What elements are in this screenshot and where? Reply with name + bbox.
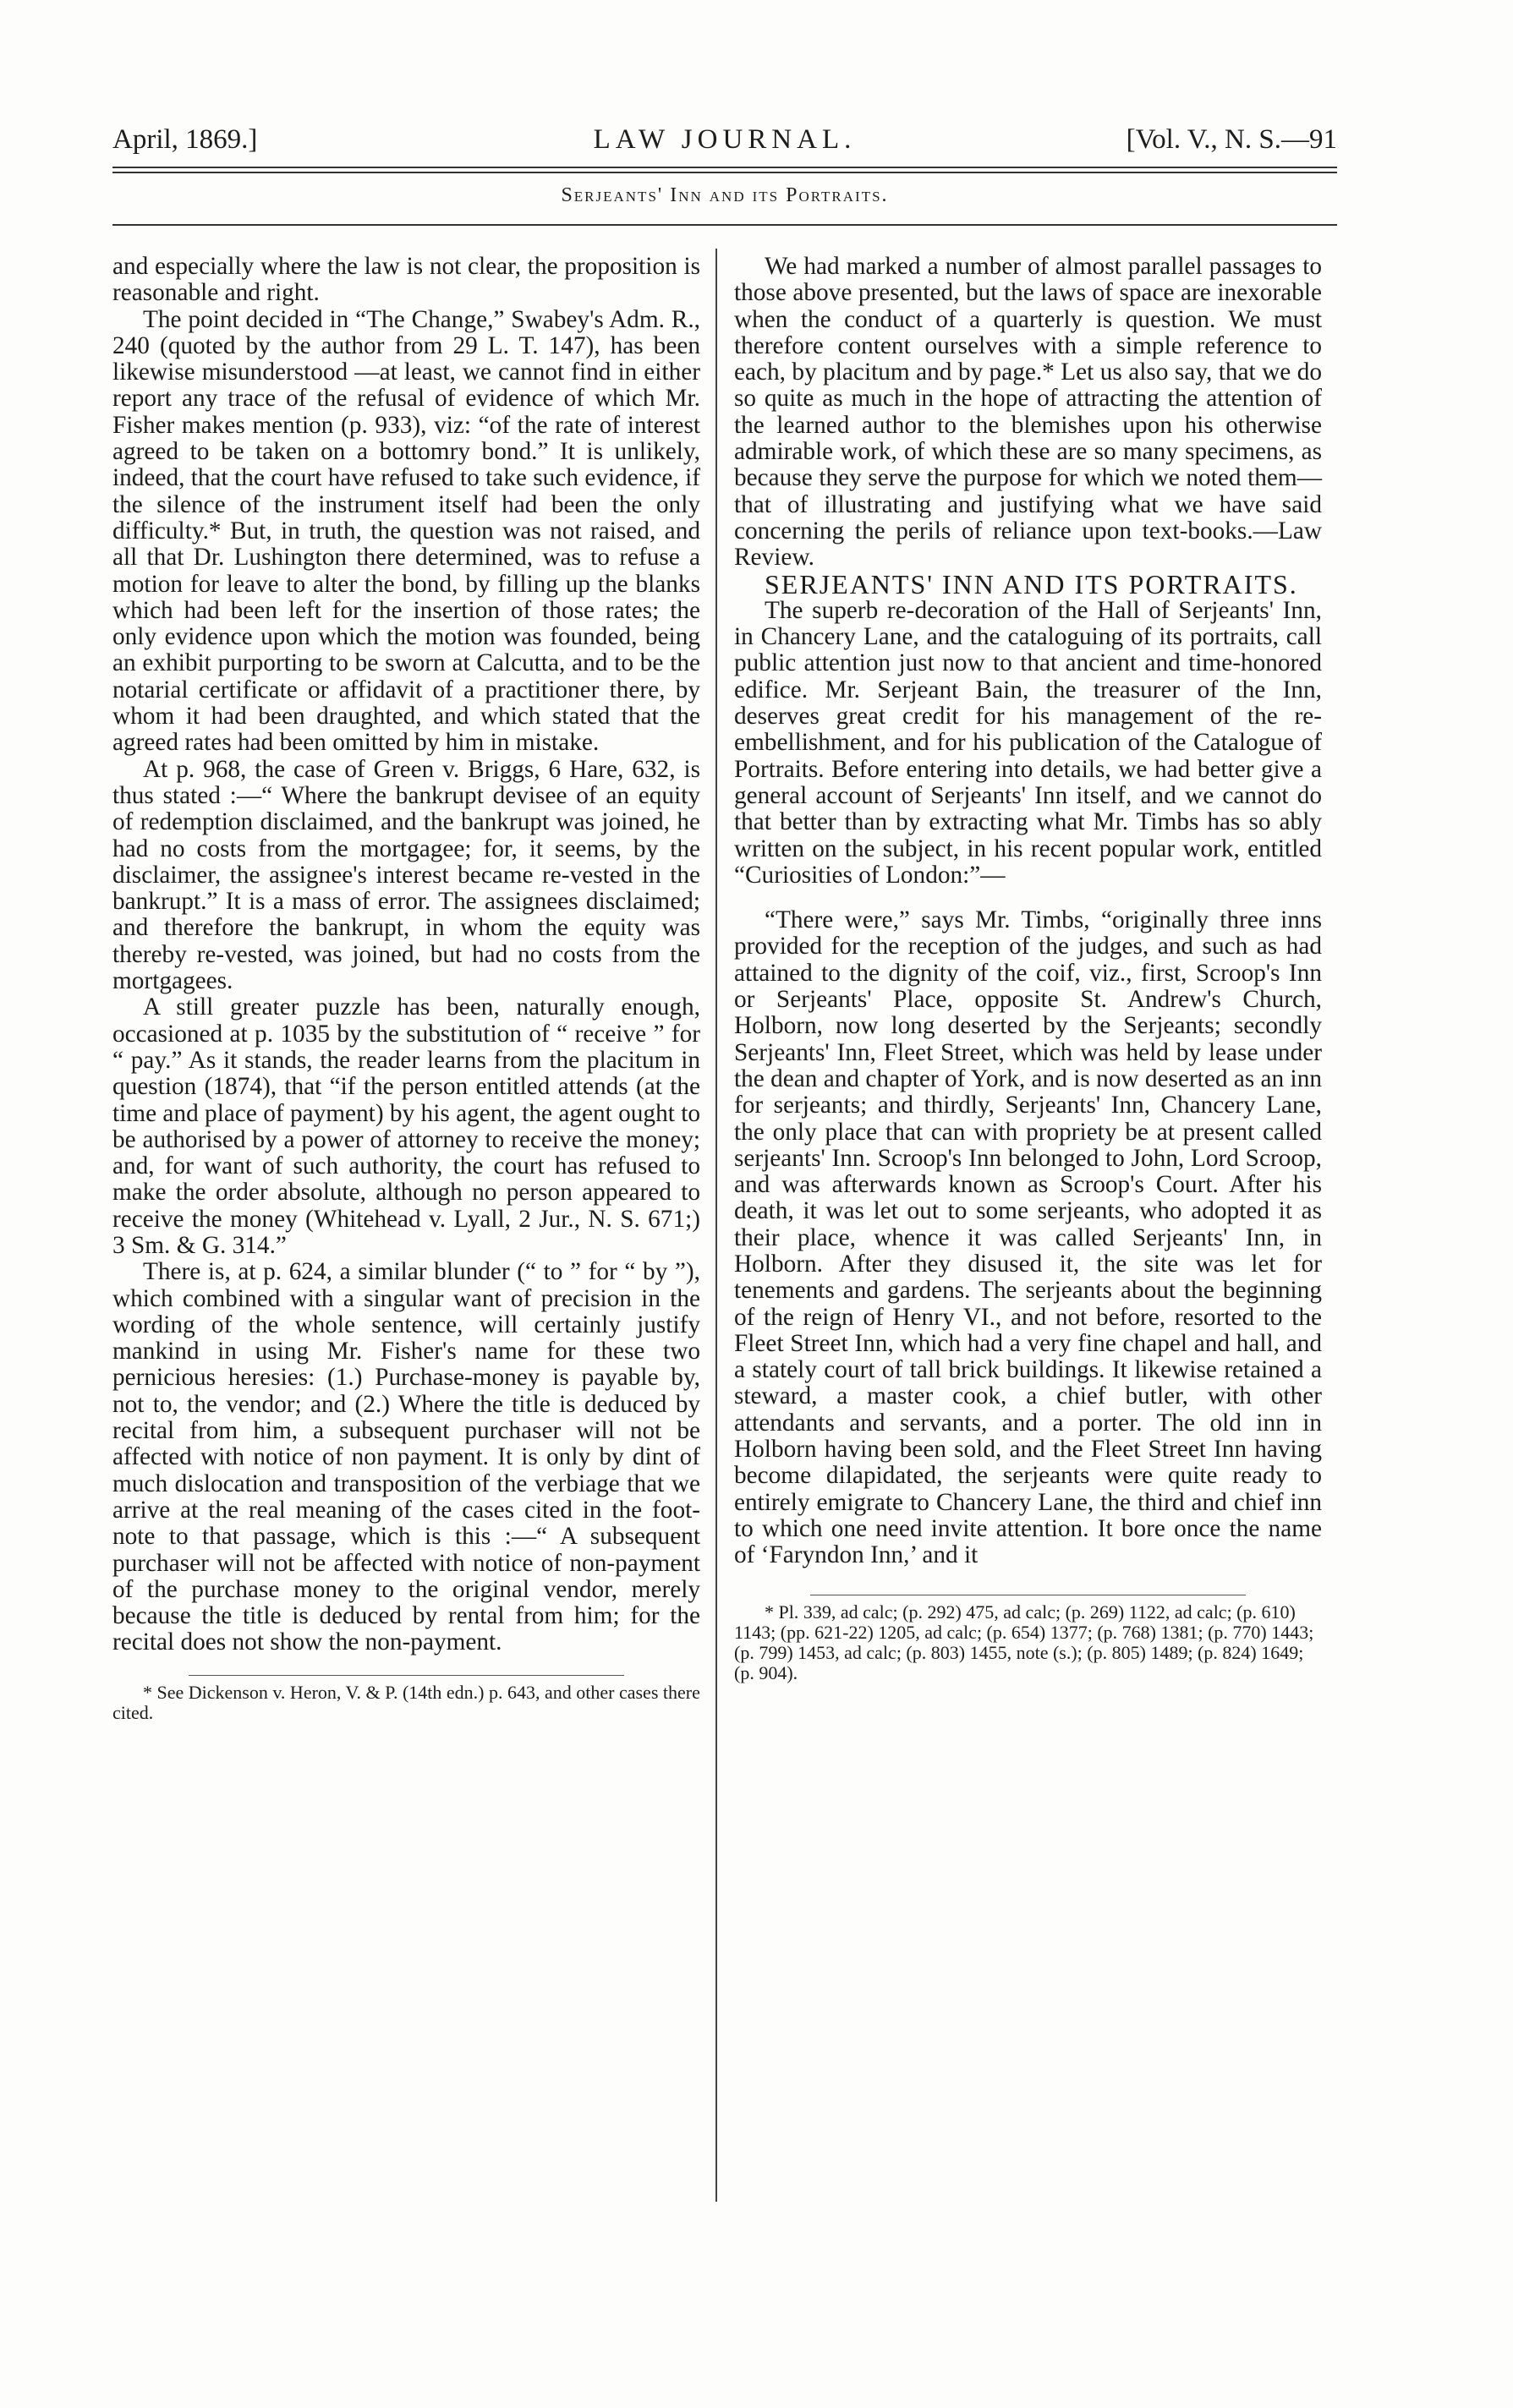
running-title-rule	[112, 224, 1337, 226]
header-rule-top	[112, 167, 1337, 168]
column-divider	[715, 249, 717, 2202]
left-paragraph: There is, at p. 624, a similar blunder (“ to ” for “ by ”), which combined with a singular want of precision in the wording of the whole sentence, will certainly justify mankind in using Mr. Fisher's name for these two pernicious heresies: (1.) Purchase-money is payable by, not to, the vendor; and (2.) Where the title is deduced by recital from him, a subsequent purchaser will not be affected with notice of non payment. It is only by dint of much dislocation and transposition of the verbiage that we arrive at the real meaning of the cases cited in the foot-note to that passage, which is this :—“ A subsequent purchaser will not be affected with notice of non-payment of the purchase money to the original vendor, merely because the title is deduced by rental from him; for the recital does not show the non-payment.	[112, 1258, 700, 1656]
left-paragraph: The point decided in “The Change,” Swabey's Adm. R., 240 (quoted by the author from 29 L. T. 147), has been likewise misunderstood —at least, we cannot find in either report any trace of the refusal of evidence of which Mr. Fisher makes mention (p. 933), viz: “of the rate of interest agreed to be taken on a bottomry bond.” It is unlikely, indeed, that the court have refused to take such evidence, if the silence of the instrument itself had been the only difficulty.* But, in truth, the question was not raised, and all that Dr. Lushington there determined, was to refuse a motion for leave to alter the bond, by filling up the blanks which had been left for the insertion of those rates; the only evidence upon which the motion was founded, being an exhibit purporting to be sworn at Calcutta, and to be the notarial certificate or affidavit of a practitioner there, by whom it had been draughted, and which stated that the agreed rates had been omitted by him in mistake.	[112, 305, 700, 757]
left-paragraph: A still greater puzzle has been, naturally enough, occasioned at p. 1035 by the substitution of “ receive ” for “ pay.” As it stands, the reader learns from the placitum in question (1874), that “if the person entitled attends (at the time and place of payment) by his agent, the agent ought to be authorised by a power of attorney to receive the money; and, for want of such authority, the court has refused to make the order absolute, although no person appeared to receive the money (Whitehead v. Lyall, 2 Jur., N. S. 671;) 3 Sm. & G. 314.”	[112, 993, 700, 1259]
header-rule-bottom	[112, 172, 1337, 173]
right-footnote: * Pl. 339, ad calc; (p. 292) 475, ad calc; (p. 269) 1122, ad calc; (p. 610) 1143; (pp. 621-22) 1205, ad calc; (p. 654) 1377; (p. 768) 1381; (p. 770) 1443; (p. 799) 1453, ad calc; (p. 803) 1455, note (s.); (p. 805) 1489; (p. 824) 1649; (p. 904).	[734, 1601, 1314, 1683]
section-title: SERJEANTS' INN AND ITS PORTRAITS.	[765, 568, 1298, 599]
volume-page-number: [Vol. V., N. S.—91	[1126, 124, 1337, 155]
paragraph-gap	[734, 889, 1322, 907]
right-paragraph: The superb re-decoration of the Hall of Serjeants' Inn, in Chancery Lane, and the cataloguing of its portraits, call public attention just now to that ancient and time-honored edifice. Mr. Serjeant Bain, the treasurer of the Inn, deserves great credit for his management of the re-embellishment, and for his publication of the Catalogue of Portraits. Before entering into details, we had better give a general account of Serjeants' Inn itself, and we cannot do that better than by extracting what Mr. Timbs has so ably written on the subject, in his recent popular work, entitled “Curiosities of London:”—	[734, 596, 1322, 889]
left-paragraph: and especially where the law is not clear, the proposition is reasonable and right.	[112, 253, 700, 307]
issue-date: April, 1869.]	[112, 124, 258, 155]
right-intro-paragraph: We had marked a number of almost parallel passages to those above presented, but the laws of space are inexorable when the conduct of a quarterly is question. We must therefore content ourselves with a simple reference to each, by placitum and by page.* Let us also say, that we do so quite as much in the hope of attracting the attention of the learned author to the blemishes upon his otherwise admirable work, of which these are so many specimens, as because they serve the purpose for which we noted them—that of illustrating and justifying what we have said concerning the perils of reliance upon text-books.—Law Review.	[734, 253, 1322, 572]
left-paragraph: At p. 968, the case of Green v. Briggs, 6 Hare, 632, is thus stated :—“ Where the bankrupt devisee of an equity of redemption disclaimed, and the bankrupt was joined, he had no costs from the mortgagee; for, it seems, by the disclaimer, the assignee's interest became re-vested in the bankrupt.” It is a mass of error. The assignees disclaimed; and therefore the bankrupt, in whom the equity was thereby re-vested, was joined, but had no costs from the mortgagees.	[112, 755, 700, 995]
right-column	[734, 254, 1322, 1683]
running-title: Serjeants' Inn and its Portraits.	[561, 184, 889, 206]
journal-title: LAW JOURNAL.	[593, 124, 857, 155]
footnote-rule	[189, 1675, 623, 1676]
left-column	[112, 254, 700, 1723]
left-footnote: * See Dickenson v. Heron, V. & P. (14th edn.) p. 643, and other cases there cited.	[112, 1681, 700, 1723]
right-paragraph: “There were,” says Mr. Timbs, “originally three inns provided for the reception of the judges, and such as had attained to the dignity of the coif, viz., first, Scroop's Inn or Serjeants' Place, opposite St. Andrew's Church, Holborn, now long deserted by the Serjeants; secondly Serjeants' Inn, Fleet Street, which was held by lease under the dean and chapter of York, and is now deserted as an inn for serjeants; and thirdly, Serjeants' Inn, Chancery Lane, the only place that can with propriety be at present called serjeants' Inn. Scroop's Inn belonged to John, Lord Scroop, and was afterwards known as Scroop's Court. After his death, it was let out to some serjeants, who adopted it as their place, whence it was called Serjeants' Inn, in Holborn. After they disused it, the site was let for tenements and gardens. The serjeants about the beginning of the reign of Henry VI., and not before, resorted to the Fleet Street Inn, which had a very fine chapel and hall, and a stately court of tall brick buildings. It likewise retained a steward, a master cook, a chief butler, with other attendants and servants, and a porter. The old inn in Holborn having been sold, and the Fleet Street Inn having become dilapidated, the serjeants were quite ready to entirely emigrate to Chancery Lane, the third and chief inn to which one need invite attention. It bore once the name of ‘Faryndon Inn,’ and it	[734, 906, 1322, 1569]
page-header	[112, 123, 1337, 156]
